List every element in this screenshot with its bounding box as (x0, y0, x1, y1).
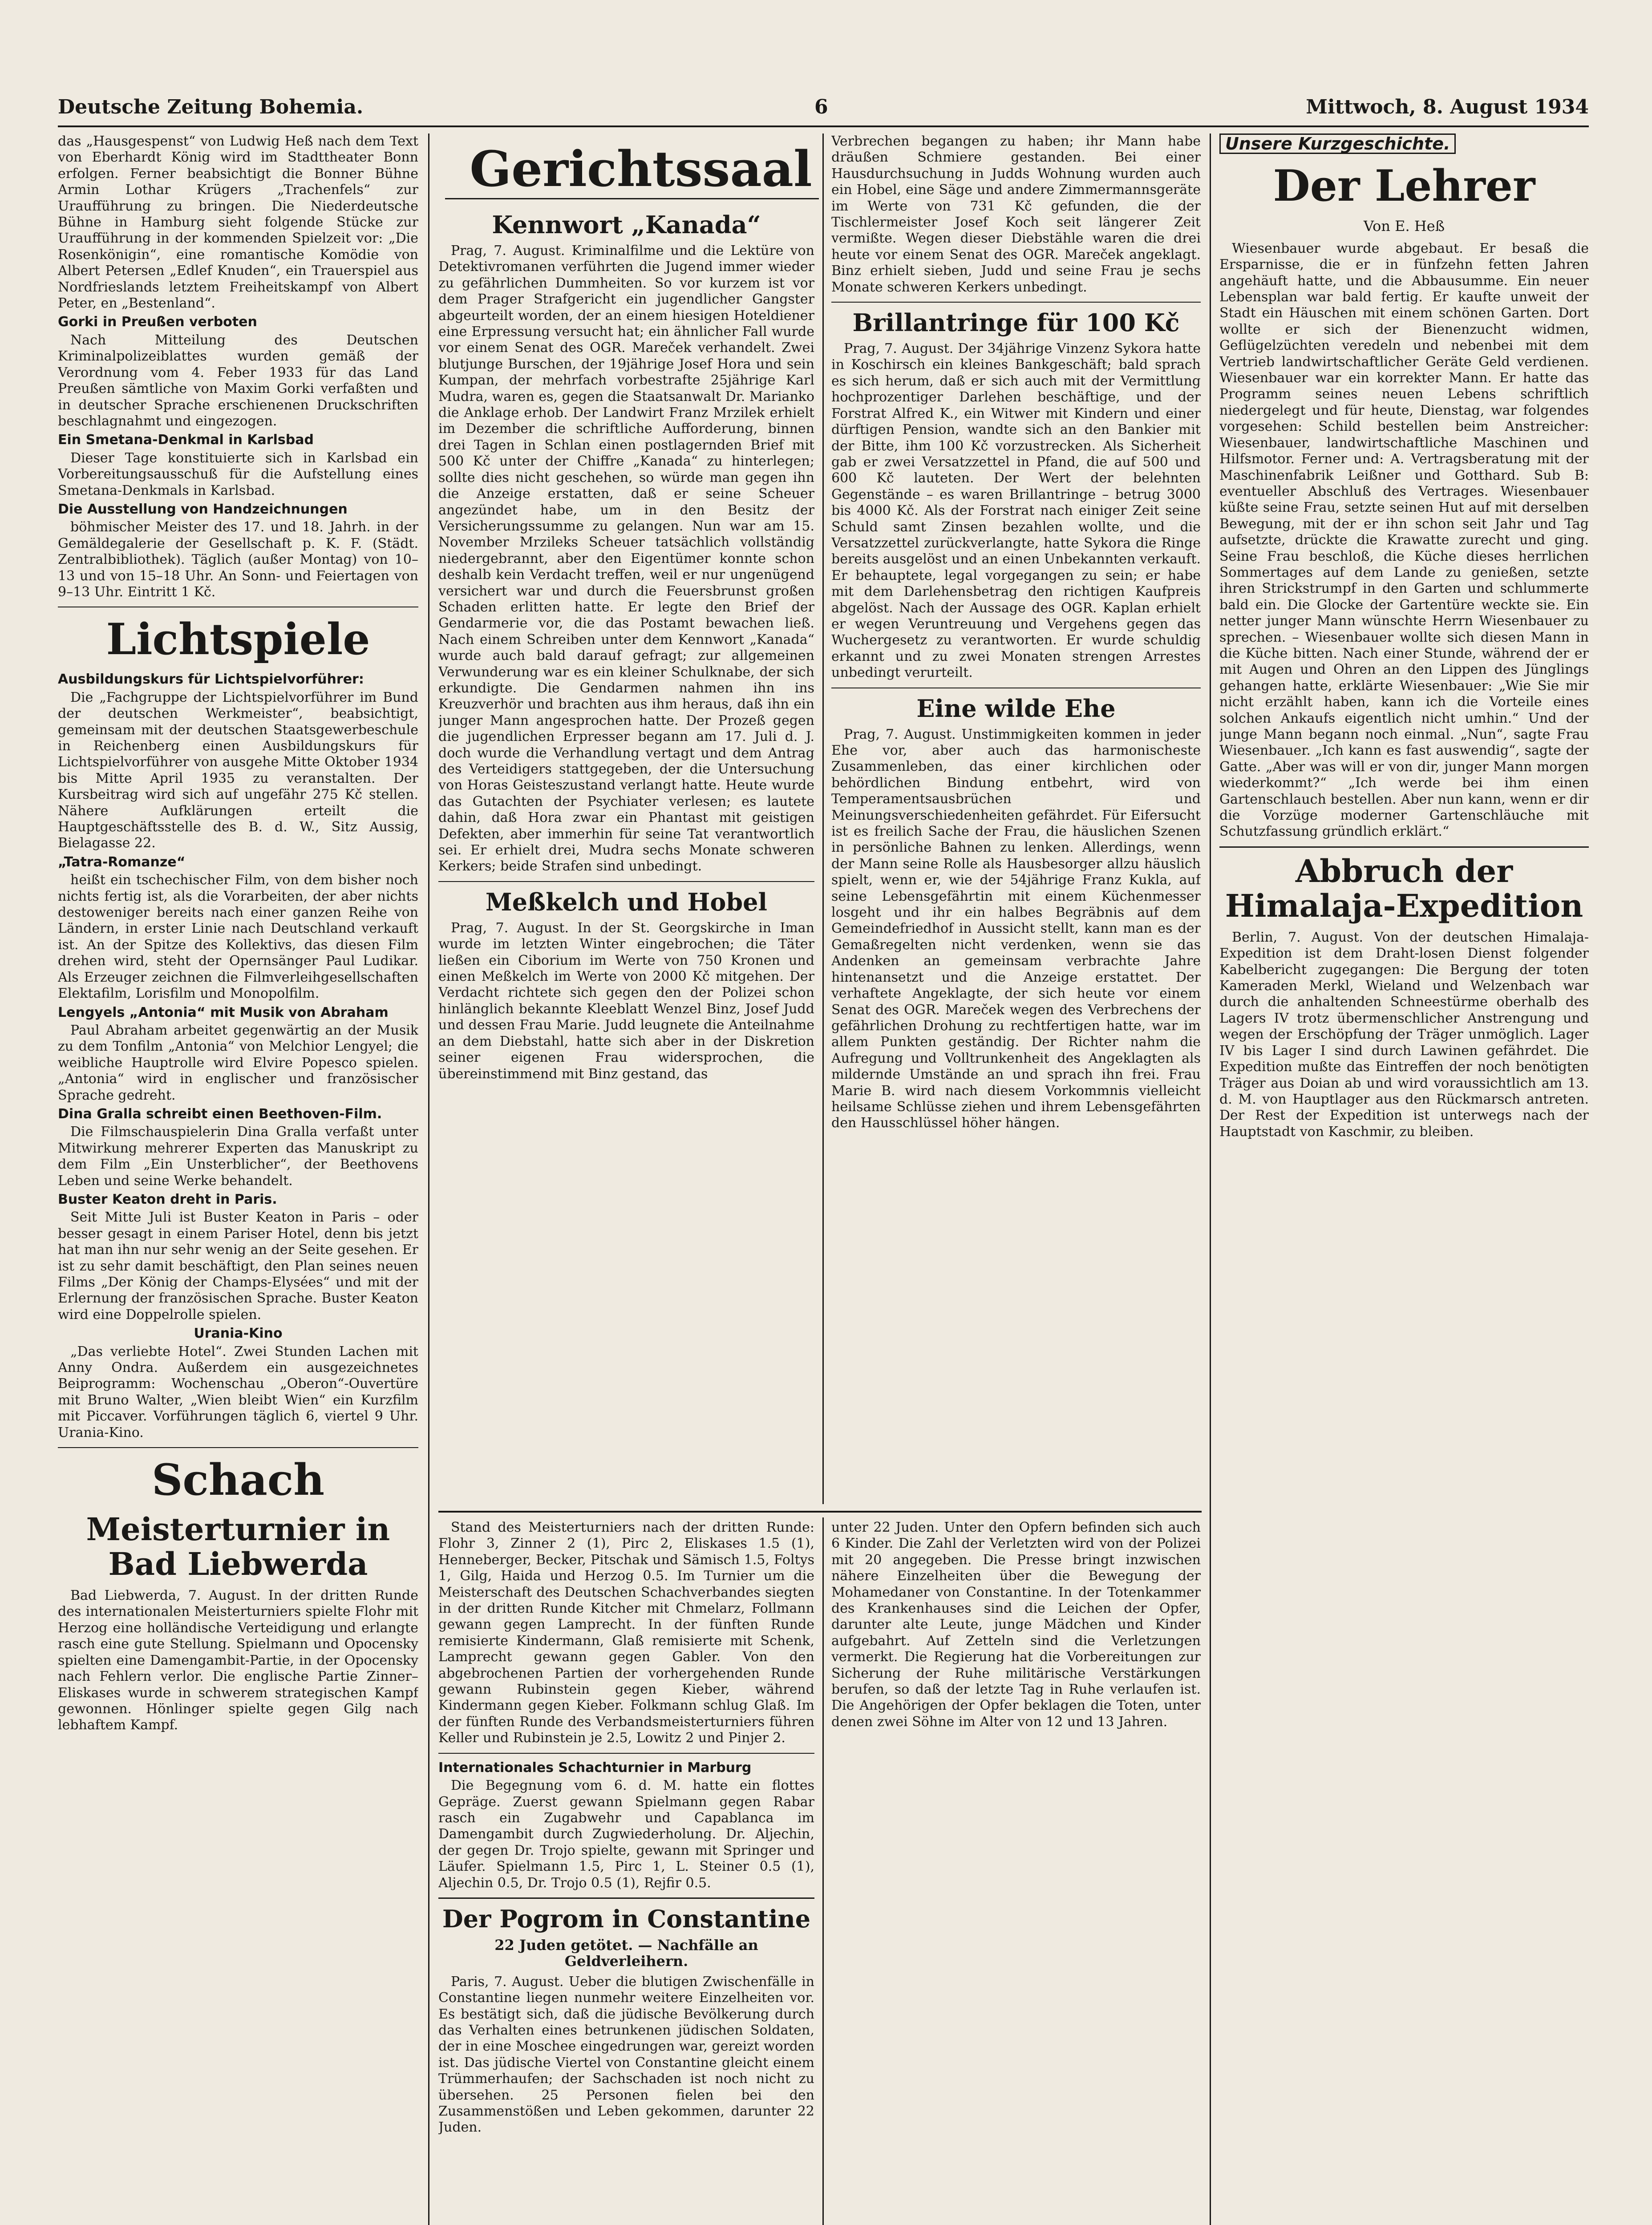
gerichtssaal-title: Gerichtssaal (470, 140, 812, 198)
schachstand-text: Stand des Meisterturniers nach der dritten Runde: Flohr 3, Zinner 2 (1), Pirc 2, Eliskases 1.5 (1), Henneberger, Becker, Pitschak und Sämisch 1.5, Foltys 1, Gilg, Haida und Herzog 0.5. Im Turnier um die Meisterschaft des Deutschen Schachverbandes siegten in der dritten Runde Kitcher mit Chmelarz, Follmann gewann gegen Lamprecht. In der fünften Runde remisierte Kindermann, Glaß remisierte mit Schenk, Lamprecht gewann gegen Gabler. Von den abgebrochenen Partien der vorhergehenden Runde gewann Rubinstein gegen Kieber, während Kindermann gegen Kieber. Folkmann schlug Glaß. Im der fünften Runde des Verbandsmeisterturniers führen Keller und Rubinstein je 2.5, Lowitz 2 und Pinjer 2. (438, 1520, 814, 1746)
gralla-text: Die Filmschauspielerin Dina Gralla verfaßt unter Mitwirkung mehrerer Experten das Manuskript zu dem Film „Ein Unsterblicher“, der Beethovens Leben und seine Werke behandelt. (58, 1124, 418, 1189)
lower-left-block (438, 1520, 814, 2225)
abbruch-title: Abbruch der Himalaja-Expedition (1225, 852, 1583, 924)
story-author: Von E. Heß (1363, 218, 1445, 235)
divider (438, 1897, 814, 1899)
divider (58, 1447, 418, 1448)
pogrom-text: Paris, 7. August. Ueber die blutigen Zwischenfälle in Constantine liegen nunmehr weitere Einzelheiten vor. Es bestätigt sich, daß die jüdische Bevölkerung durch das Verhalten eines betrunkenen jüdischen Soldaten, der in eine Moschee eingedrungen war, gereizt worden ist. Das jüdische Viertel von Constantine gleicht einem Trümmerhaufen; der Sachschaden ist noch nicht zu übersehen. 25 Personen fielen bei den Zusammenstößen und Leben gekommen, darunter 22 Juden. (438, 1974, 814, 2136)
column-divider (1210, 134, 1211, 2225)
divider (1219, 846, 1589, 848)
masthead-rule (58, 125, 1589, 127)
wilde-ehe-text: Prag, 7. August. Unstimmigkeiten kommen in jeder Ehe vor, aber auch das harmonischeste Zusammenleben, das einer kirchlichen oder behördlichen Bindung entbehrt, wird von Temperamentsausbrüchen und Meinungsverschiedenheiten gefährdet. Für Eifersucht ist es freilich Sache der Frau, die häuslichen Szenen in persönliche Bahnen zu lenken. Allerdings, wenn der Mann seine Rolle als Hausbesorger allzu häuslich spielt, wenn er, wie der 54jährige Franz Kukla, auf seine Lebensgefährtin mit einem Küchenmesser losgeht und ihr ein halbes Begräbnis auf dem Gemeindefriedhof in Aussicht stellt, kann man es der Gemaßregelten nicht verdenken, wenn sie das Andenken an gemeinsam verbrachte Jahre hintenansetzt und die Anzeige erstattet. Der verhaftete Angeklagte, der sich heute vor einem Senat des OGR. Mareček wegen des Verbrechens der gefährlichen Drohung zu rechtfertigen hatte, war im allem Punkten geständig. Der Richter nahm die Aufregung und Volltrunkenheit des Angeklagten als mildernde Umstände an und sprach ihn frei. Frau Marie B. wird nach diesem Vorkommnis vielleicht heilsame Schlüsse ziehen und ihrem Lebensgefährten den Hausschlüssel höher hängen. (831, 726, 1201, 1131)
divider (438, 881, 814, 882)
lichtspiele-title: Lichtspiele (106, 614, 370, 665)
tatra-heading: „Tatra-Romanze“ (58, 854, 186, 870)
column-divider (822, 1517, 824, 2225)
meisterturnier-title: Meisterturnier in Bad Liebwerda (86, 1511, 390, 1583)
urania-heading: Urania-Kino (194, 1326, 283, 1342)
issue-date: Mittwoch, 8. August 1934 (1306, 96, 1589, 118)
brillantringe-text: Prag, 7. August. Der 34jährige Vinzenz Sykora hatte in Koschirsch ein kleines Bankgeschäft; bald sprach es sich herum, daß er sich auch mit der Vermittlung hochprozentiger Darlehen beschäftige, und der Forstrat Alfred K., ein Witwer mit Kindern und einer dürftigen Pension, wandte sich an den Bankier mit der Bitte, ihm 100 Kč vorzustrecken. Als Sicherheit gab er zwei Versatzzettel in Pfand, die auf 500 und 600 Kč lauteten. Der Wert der belehnten Gegenstände – es waren Brillantringe – betrug 3000 bis 4000 Kč. Als der Forstrat nach einiger Zeit seine Schuld samt Zinsen bezahlen wollte, und die Versatzzettel zurückverlangte, hatte Sykora die Ringe bereits ausgelöst und an einen Unbekannten verkauft. Er behauptete, legal vorgegangen zu sein; er habe mit dem Darlehensbetrag den richtigen Kaufpreis abgelöst. Nach der Aussage des OGR. Kaplan erhielt er wegen Veruntreuung und Vergehens gegen das Wuchergesetz zu verantworten. Er wurde schuldig erkannt und zu zwei Monaten strengen Arrestes unbedingt verurteilt. (831, 341, 1201, 681)
kurs-heading: Ausbildungskurs für Lichtspielvorführer: (58, 672, 364, 688)
divider (831, 302, 1201, 303)
story-text: Wiesenbauer wurde abgebaut. Er besaß die Ersparnisse, die er in fünfzehn fetten Jahren angehäuft hatte, und die Abbausumme. Ein neuer Lebensplan war bald fertig. Er kaufte unweit der Stadt ein Häuschen mit einem schönen Garten. Dort wollte er sich der Bienenzucht widmen, Geflügelzüchten veredeln und nebenbei mit dem Vertrieb landwirtschaftlicher Geräte Geld verdienen. Wiesenbauer war ein korrekter Mann. Er hatte das Programm seines neuen Lebens schriftlich niedergelegt und für heute, Dienstag, war folgendes vorgesehen: Schild bestellen beim Anstreicher: Wiesenbauer, landwirtschaftliche Maschinen und Hilfsmotor. Ferner und: A. Vertragsberatung mit der Maschinenfabrik Leißner und Gotthard. Sub B: eventueller Abschluß des Vertrages. Wiesenbauer küßte seine Frau, setzte seinen Hut auf mit derselben Bewegung, mit der er ihn schon seit Jahr und Tag aufsetzte, drückte die Krawatte zurecht und ging. Seine Frau beschloß, die Küche dieses herrlichen Sommertages auf dem Lande zu genießen, setzte ihren Strickstrumpf in den Garten und schlummerte bald ein. Die Glocke der Gartentüre weckte sie. Ein netter junger Mann wünschte Herrn Wiesenbauer zu sprechen. – Wiesenbauer wollte sich diesen Mann in die Küche bitten. Nach einer Stunde, während der er mit Augen und Ohren an den Lippen des Jünglings gehangen hatte, erklärte Wiesenbauer: „Wie Sie mir nicht erzählt haben, kann ich die Vorteile eines solchen Ankaufs eigentlich nicht umhin.“ Und der junge Mann begann noch einmal. „Nun“, sagte Frau Wiesenbauer. „Ich kann es fast auswendig“, sagte der Gatte. „Aber was will er von dir, junger Mann morgen wiederkommt?“ „Ich werde bei ihm einen Gartenschlauch bestellen. Aber nun kann, wenn er dir die Vorzüge moderner Gartenschläuche mit Schutzfassung gründlich erklärt.“ (1219, 240, 1589, 840)
section-rule (438, 1511, 1202, 1513)
column-3 (831, 134, 1201, 1504)
abbruch-text: Berlin, 7. August. Von der deutschen Himalaja-Expedition ist dem Draht-losen Dienst folgender Kabelbericht zugegangen: Die Bergung der toten Kameraden Merkl, Wieland und Welzenbach war durch die anhaltenden Schneestürme oberhalb des Lagers IV trotz übermenschlicher Anstrengung und wegen der Erschöpfung der Träger unmöglich. Lager IV bis Lager I sind durch Lawinen gefährdet. Die Expedition mußte das Eintreffen der noch benötigten Träger aus Doian ab und wird voraussichtlich am 13. d. M. von Hauptlager aus den Rückmarsch antreten. Der Rest der Expedition ist unterwegs nach der Hauptstadt von Kaschmir, zu bleiben. (1219, 929, 1589, 1140)
gorki-heading: Gorki in Preußen verboten (58, 314, 257, 330)
story-title: Der Lehrer (1273, 161, 1535, 211)
pogrom-subtitle: 22 Juden getötet. — Nachfälle an Geldverleihern. (494, 1936, 758, 1970)
column-2 (438, 205, 814, 1504)
column-4 (1219, 134, 1589, 2225)
keaton-text: Seit Mitte Juli ist Buster Keaton in Paris – oder besser gesagt in einem Pariser Hotel, denn bis jetzt hat man ihn nur sehr wenig an der Seite gesehen. Er ist zu sehr damit beschäftigt, den Plan seines neuen Films „Der König der Champs-Elysées“ und mit der Erlernung der französischen Sprache. Buster Keaton wird eine Doppelrolle spielen. (58, 1210, 418, 1323)
pogrom-title: Der Pogrom in Constantine (442, 1904, 811, 1933)
kanada-text: Prag, 7. August. Kriminalfilme und die Lektüre von Detektivromanen verführten die Jugend immer wieder zu gefährlichen Dummheiten. So vor kurzem ist vor dem Prager Strafgericht ein jugendlicher Gangster abgeurteilt worden, der an einem hiesigen Hoteldiener eine Erpressung versucht hat; ein ähnlicher Fall wurde vor einem Senat des OGR. Mareček verhandelt. Zwei blutjunge Burschen, der 19jährige Josef Hora und sein Kumpan, der mehrfach vorbestrafte 25jährige Karl Mudra, waren es, gegen die Staatsanwalt Dr. Marianko die Anklage erhob. Der Landwirt Franz Mrzilek erhielt im Dezember die schriftliche Aufforderung, binnen drei Tagen in Schlan einen postlagernden Brief mit 500 Kč unter der Chiffre „Kanada“ zu hinterlegen; sollte dies nicht geschehen, so würde man gegen ihn die Anzeige erstatten, daß er seine Scheuer angezündet habe, um in den Besitz der Versicherungssumme zu gelangen. Nun war am 15. November Mrzileks Scheuer tatsächlich vollständig niedergebrannt, aber den Eigentümer konnte schon deshalb kein Verdacht treffen, weil er nur ungenügend versichert war und durch die Feuersbrunst großen Schaden erlitten hatte. Er legte den Brief der Gendarmerie vor, die das Postamt bewachen ließ. Nach einem Schreiben unter dem Kennwort „Kanada“ wurde auch bald darauf gefragt; zur allgemeinen Verwunderung war es ein kleiner Schulknabe, der sich erkundigte. Die Gendarmen nahmen ihn ins Kreuzverhör und brachten aus ihm heraus, daß ihn ein junger Mann angesprochen hatte. Der Prozeß gegen die jugendlichen Erpresser begann am 17. Juli d. J. doch wurde die Verhandlung vertagt und dem Antrag des Verteidigers stattgegeben, der die Untersuchung von Horas Geisteszustand verlangt hatte. Heute wurde das Gutachten der Psychiater verlesen; es lautete dahin, daß Hora zwar ein Phantast mit geistigen Defekten, aber immerhin für seine Tat verantwortlich sei. Er erhielt drei, Mudra sechs Monate schweren Kerkers; beide Strafen sind unbedingt. (438, 243, 814, 874)
kurs-text: Die „Fachgruppe der Lichtspielvorführer im Bund der deutschen Werkmeister“, beabsichtigt, gemeinsam mit der deutschen Staatsgewerbeschule in Reichenberg einen Ausbildungskurs für Lichtspielvorführer von ausgehe Mitte Oktober 1934 bis Mitte April 1935 zu veranstalten. Der Kursbeitrag wird sich auf ungefähr 275 Kč stellen. Nähere Aufklärungen erteilt die Hauptgeschäftsstelle des B. d. W., Sitz Aussig, Bielagasse 22. (58, 689, 418, 851)
marburg-heading: Internationales Schachturnier in Marburg (438, 1760, 752, 1776)
meisterturnier-text: Bad Liebwerda, 7. August. In der dritten Runde des internationalen Meisterturniers spielte Flohr mit Herzog eine holländische Verteidigung und erlangte rasch eine gute Stellung. Spielmann und Opocensky spielten eine Damengambit-Partie, in der Opocensky nach Fehlern verlor. Die englische Partie Zinner–Eliskases wurde in schwerem strategischen Kampf gewonnen. Hönlinger spielte gegen Gilg nach lebhaftem Kampf. (58, 1588, 418, 1733)
kurzgeschichte-label: Unsere Kurzgeschichte. (1219, 134, 1589, 154)
ausstellung-text: böhmischer Meister des 17. und 18. Jahrh. in der Gemäldegalerie der Gesellschaft p. K. F. (Städt. Zentralbibliothek). Täglich (außer Montag) von 10–13 und von 15–18 Uhr. An Sonn- und Feiertagen von 9–13 Uhr. Eintritt 1 Kč. (58, 519, 418, 600)
messkelch-heading: Meßkelch und Hobel (485, 887, 768, 916)
messkelch-continued: Verbrechen begangen zu haben; ihr Mann habe dräußen Schmiere gestanden. Bei einer Hausdurchsuchung in Judds Wohnung wurden auch ein Hobel, eine Säge und andere Zimmermannsgeräte im Werte von 731 Kč gefunden, die der Tischlermeister Josef Koch seit längerer Zeit vermißte. Wegen dieser Diebstähle waren die drei heute vor einem Senat des OGR. Mareček angeklagt. Binz erhielt sieben, Judd und seine Frau je sechs Monate schweren Kerkers unbedingt. (831, 134, 1201, 295)
gorki-text: Nach Mitteilung des Deutschen Kriminalpolizeiblattes wurden gemäß der Verordnung vom 4. Feber 1933 für das Land Preußen sämtliche von Maxim Gorki verfaßten und in deutscher Sprache erschienenen Druckschriften beschlagnahmt und eingezogen. (58, 332, 418, 429)
brillantringe-heading: Brillantringe für 100 Kč (852, 308, 1180, 337)
messkelch-text: Prag, 7. August. In der St. Georgskirche in Iman wurde im letzten Winter eingebrochen; die Täter ließen ein Ciborium im Werte von 750 Kronen und einen Meßkelch im Werte von 2000 Kč mitgehen. Der Verdacht richtete sich gegen den der Polizei schon hinlänglich bekannte Kleeblatt Wenzel Binz, Josef Judd und dessen Frau Marie. Judd leugnete die Anteilnahme an dem Diebstahl, hatte sich aber in der Diskretion seiner eigenen Frau widersprochen, die übereinstimmend mit Binz gestand, das (438, 920, 814, 1082)
pogrom-continued: unter 22 Juden. Unter den Opfern befinden sich auch 6 Kinder. Die Zahl der Verletzten wird von der Polizei mit 20 angegeben. Die Presse bringt inzwischen nähere Einzelheiten über die Bewegung der Mohamedaner von Constantine. In der Totenkammer des Krankenhauses sind die Leichen der Opfer, darunter alte Leute, junge Mädchen und Kinder aufgebahrt. Auf Zetteln sind die Verletzungen vermerkt. Die Regierung hat die Vorbereitungen zur Sicherung der Ruhe militärische Verstärkungen berufen, so daß der letzte Tag in Ruhe verlaufen ist. Die Angehörigen der Opfer beklagen die Toten, unter denen zwei Söhne im Alter von 12 und 13 Jahren. (831, 1520, 1201, 1730)
kanada-heading: Kennwort „Kanada“ (492, 210, 761, 239)
column-divider (428, 134, 429, 2225)
gralla-heading: Dina Gralla schreibt einen Beethoven-Film. (58, 1106, 382, 1122)
schach-title: Schach (151, 1455, 325, 1505)
tatra-text: heißt ein tschechischer Film, von dem bisher noch nichts fertig ist, als die Vorarbeiten, der aber nichts destoweniger bereits nach einer ganzen Reihe von Ländern, in erster Linie nach Deutschland verkauft ist. An der Spitze des Kollektivs, das diesen Film drehen wird, steht der Opernsänger Paul Ludikar. Als Erzeuger zeichnen die Filmverleihgesellschaften Elektafilm, Lorisfilm und Monopolfilm. (58, 872, 418, 1002)
smetana-text: Dieser Tage konstituierte sich in Karlsbad ein Vorbereitungsausschuß für die Aufstellung eines Smetana-Denkmals in Karlsbad. (58, 450, 418, 498)
column-1 (58, 134, 418, 2225)
ausstellung-heading: Die Ausstellung von Handzeichnungen (58, 501, 348, 517)
marburg-text: Die Begegnung vom 6. d. M. hatte ein flottes Gepräge. Zuerst gewann Spielmann gegen Rabar rasch ein Zugabwehr und Capablanca im Damengambit durch Zugwiederholung. Dr. Aljechin, der gegen Dr. Trojo spielte, gewann mit Springer und Läufer. Spielmann 1.5, Pirc 1, L. Steiner 0.5 (1), Aljechin 0.5, Dr. Trojo 0.5 (1), Rejfir 0.5. (438, 1778, 814, 1891)
wilde-ehe-heading: Eine wilde Ehe (916, 694, 1116, 723)
intro-text: das „Hausgespenst“ von Ludwig Heß nach dem Text von Eberhardt König wird im Stadttheater Bonn erfolgen. Ferner beabsichtigt die Bonner Bühne Armin Lothar Krügers „Trachenfels“ zur Uraufführung zu bringen. Die Niederdeutsche Bühne in Hamburg sieht folgende Stücke zur Uraufführung in der kommenden Spielzeit vor: „Die Rosenkönigin“, eine romantische Komödie von Albert Petersen „Edlef Knuden“, ein Trauerspiel aus Nordfrieslands letztem Freiheitskampf von Albert Peter, en „Bestenland“. (58, 134, 418, 312)
urania-text: „Das verliebte Hotel“. Zwei Stunden Lachen mit Anny Ondra. Außerdem ein ausgezeichnetes Beiprogramm: Wochenschau „Oberon“-Ouvertüre mit Bruno Walter, „Wien bleibt Wien“ ein Kurzfilm mit Piccaver. Vorführungen täglich 6, viertel 9 Uhr. Urania-Kino. (58, 1343, 418, 1440)
page-number: 6 (814, 96, 828, 118)
divider (438, 1753, 814, 1754)
lower-right-block (831, 1520, 1201, 2225)
paper-name: Deutsche Zeitung Bohemia. (58, 96, 364, 118)
section-title-rule (445, 198, 819, 199)
keaton-heading: Buster Keaton dreht in Paris. (58, 1191, 277, 1207)
lengyel-text: Paul Abraham arbeitet gegenwärtig an der Musik zu dem Tonfilm „Antonia“ von Melchior Lengyel; die weibliche Hauptrolle wird Elvire Popesco spielen. „Antonia“ wird in englischer und französischer Sprache gedreht. (58, 1022, 418, 1103)
lengyel-heading: Lengyels „Antonia“ mit Musik von Abraham (58, 1004, 389, 1020)
column-divider (822, 134, 824, 1504)
masthead (58, 96, 1589, 122)
smetana-heading: Ein Smetana-Denkmal in Karlsbad (58, 432, 314, 448)
